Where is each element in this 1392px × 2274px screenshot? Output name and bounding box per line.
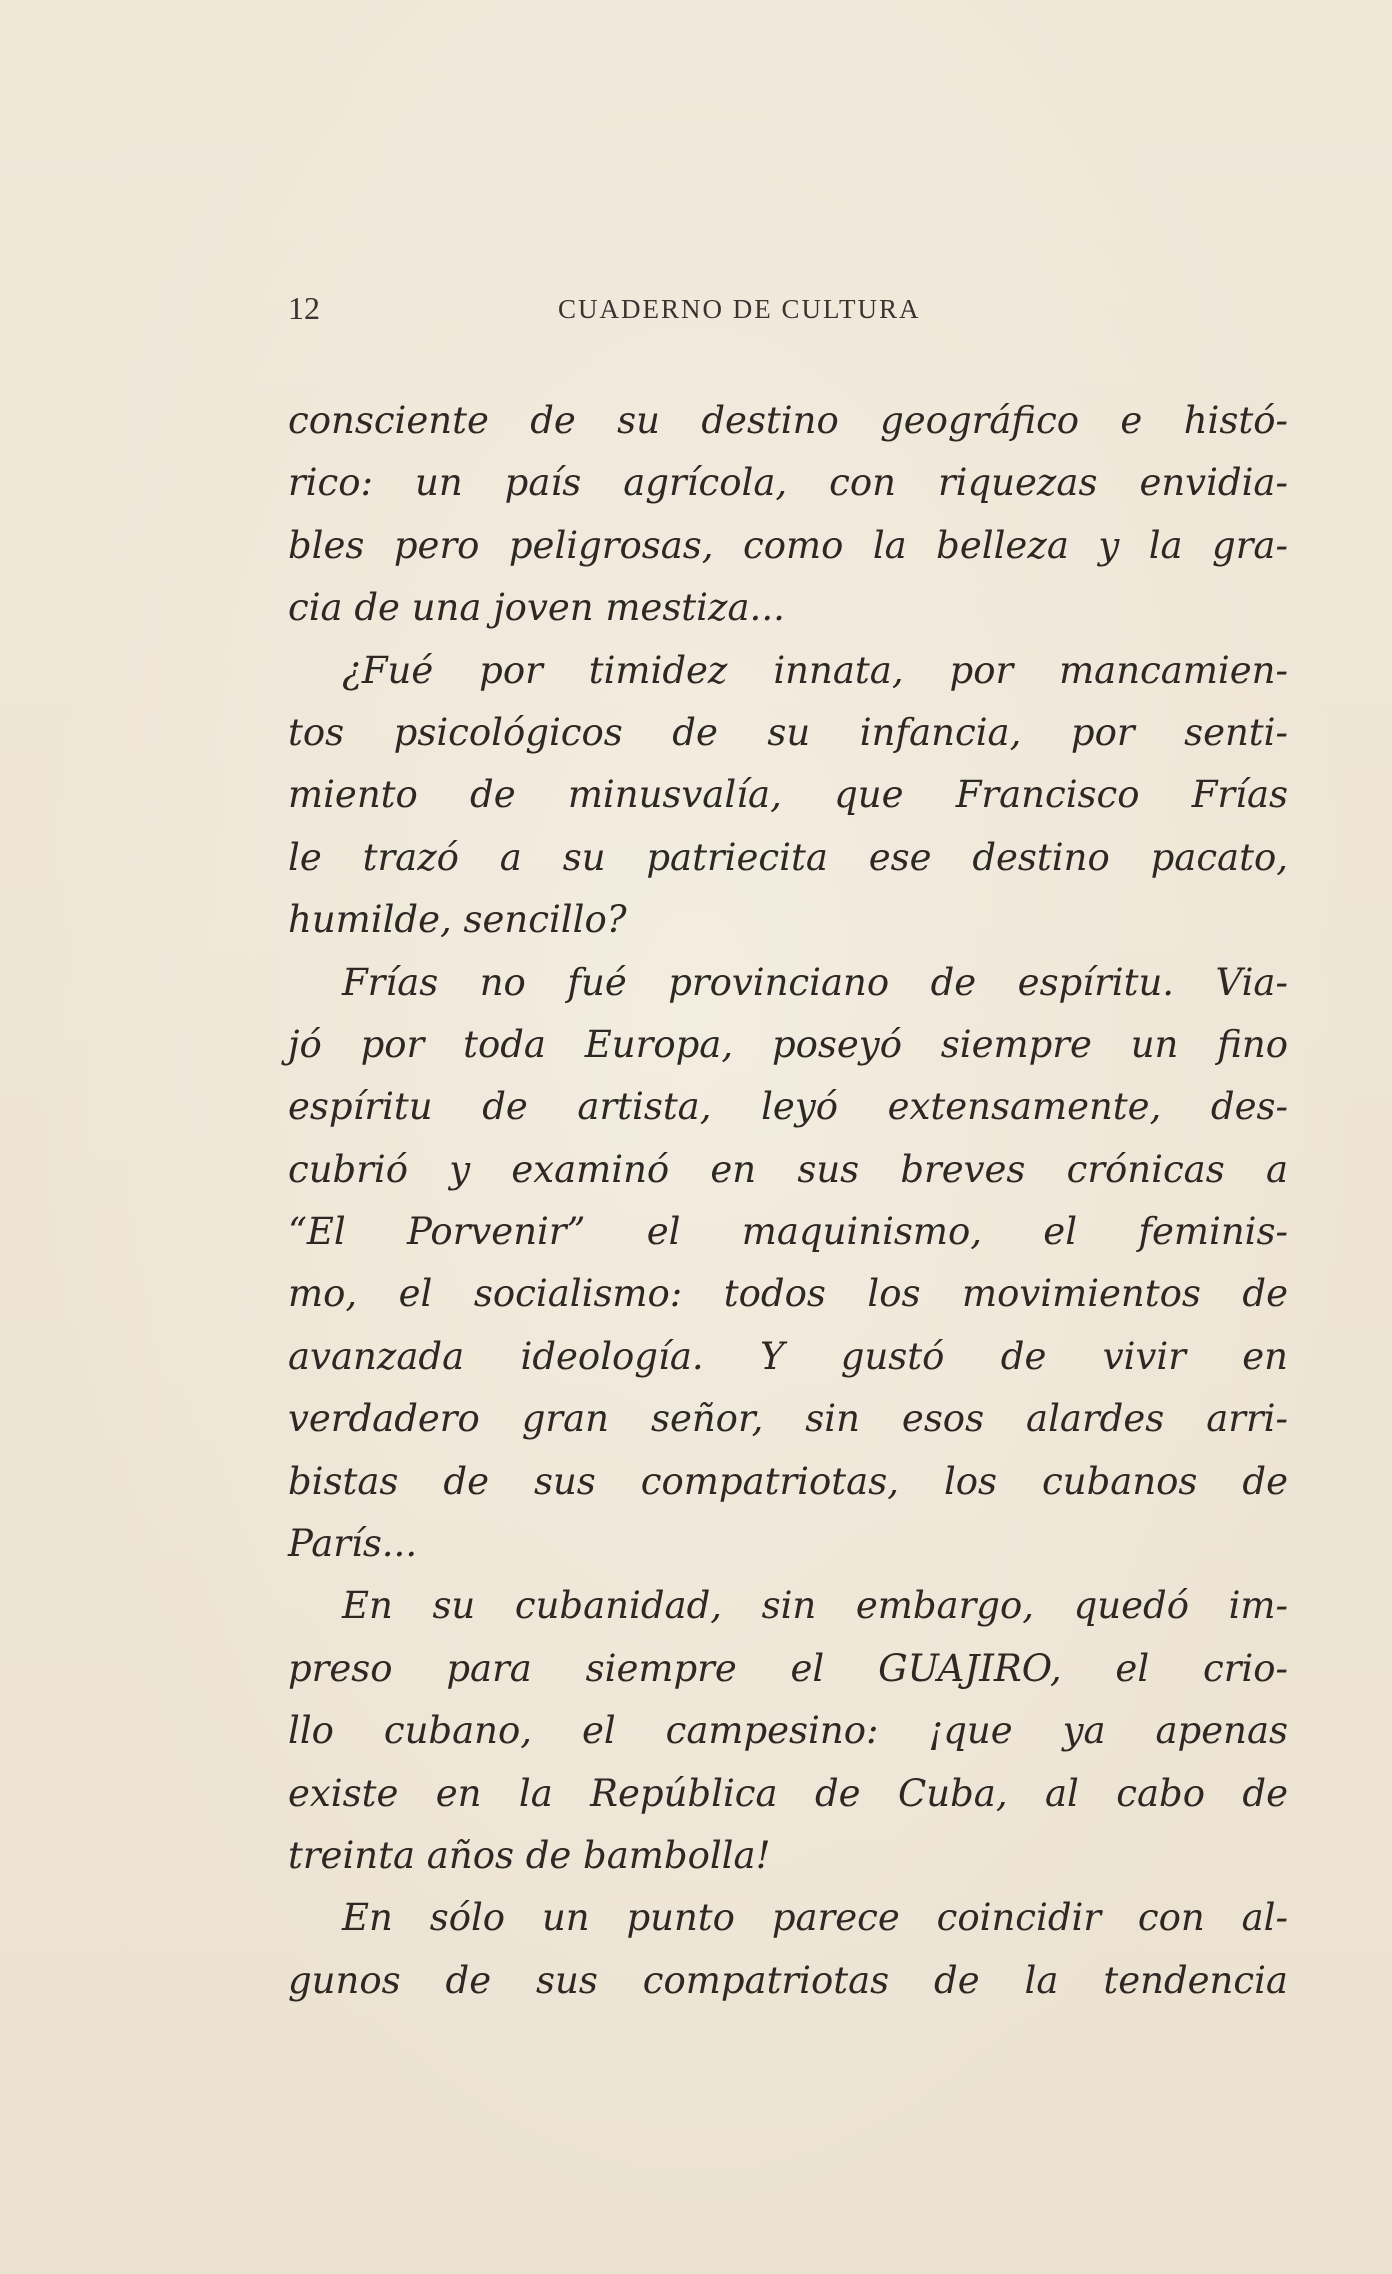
- text-line: bistas de sus compatriotas, los cubanos de: [288, 1459, 1288, 1503]
- paragraph-3: [288, 952, 1288, 1576]
- text-line: cubrió y examinó en sus breves crónicas a: [288, 1147, 1288, 1191]
- page-header: [288, 290, 1288, 340]
- text-line: llo cubano, el campesino: ¡que ya apenas: [288, 1709, 1288, 1753]
- text-line: En su cubanidad, sin embargo, quedó im-: [342, 1584, 1288, 1628]
- text-line: tos psicológicos de su infancia, por senti-: [288, 710, 1288, 754]
- text-line: miento de minusvalía, que Francisco Frías: [288, 773, 1288, 817]
- paragraph-4: [288, 1575, 1288, 1887]
- text-line: bles pero peligrosas, como la belleza y la gra-: [288, 523, 1288, 567]
- text-line: “El Porvenir” el maquinismo, el feminis-: [288, 1210, 1288, 1254]
- text-line: ¿Fué por timidez innata, por mancamien-: [342, 648, 1288, 692]
- text-line: consciente de su destino geográfico e histó-: [288, 399, 1288, 442]
- page-number: 12: [288, 290, 320, 326]
- text-line: preso para siempre el GUAJIRO, el crio-: [288, 1646, 1288, 1690]
- paragraph-1: [288, 390, 1288, 640]
- text-line: cia de una joven mestiza...: [288, 586, 785, 630]
- body-text: [288, 390, 1288, 2012]
- text-line: gunos de sus compatriotas de la tendencia: [288, 1958, 1288, 2002]
- text-line: París...: [288, 1522, 418, 1566]
- paragraph-2: [288, 640, 1288, 952]
- text-line: verdadero gran señor, sin esos alardes arri-: [288, 1397, 1288, 1441]
- paragraph-5: [288, 1887, 1288, 2012]
- text-line: avanzada ideología. Y gustó de vivir en: [288, 1334, 1288, 1378]
- text-line: En sólo un punto parece coincidir con al-: [342, 1896, 1288, 1940]
- text-line: espíritu de artista, leyó extensamente, des-: [288, 1085, 1288, 1129]
- text-line: humilde, sencillo?: [288, 898, 627, 942]
- text-line: rico: un país agrícola, con riquezas envidia-: [288, 461, 1288, 505]
- running-head: CUADERNO DE CULTURA: [558, 294, 921, 324]
- text-line: le trazó a su patriecita ese destino pacato,: [288, 835, 1288, 879]
- text-line: treinta años de bambolla!: [288, 1833, 771, 1877]
- text-line: mo, el socialismo: todos los movimientos de: [288, 1272, 1288, 1316]
- text-line: existe en la República de Cuba, al cabo de: [288, 1771, 1288, 1815]
- text-line: jó por toda Europa, poseyó siempre un fino: [288, 1022, 1288, 1066]
- text-line: Frías no fué provinciano de espíritu. Via-: [342, 960, 1288, 1004]
